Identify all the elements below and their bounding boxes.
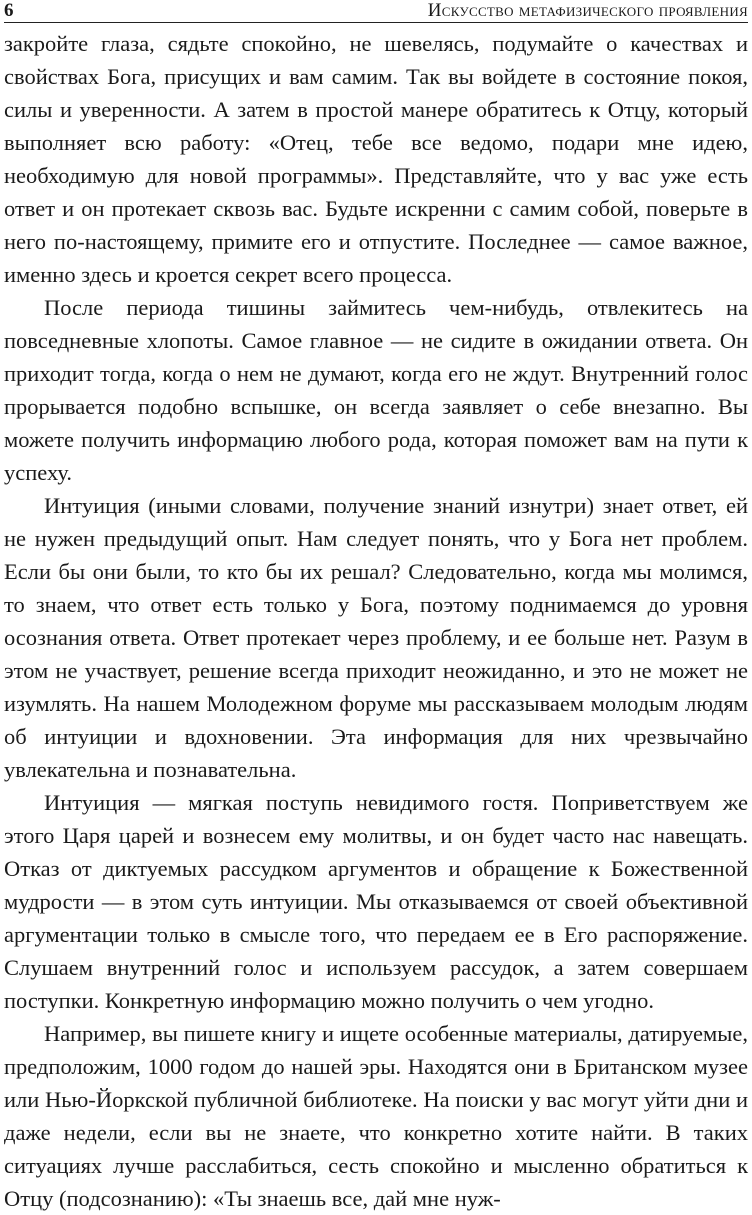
paragraph-1: закройте глаза, сядьте спокойно, не шевелясь, подумайте о качествах и свойствах Бога, присущих и вам самим. Так вы войдете в состояние покоя, силы и уверенности. А затем в простой манере обратитесь к Отцу, который выполняет всю работу: «Отец, тебе все ведомо, подари мне идею, необходимую для новой программы». Представляйте, что у вас уже есть ответ и он протекает сквозь вас. Будьте искренни с самим собой, поверьте в него по-настоящему, примите его и отпустите. Последнее — самое важное, именно здесь и кроется секрет всего процесса. bbox=[4, 31, 748, 287]
page-number: 6 bbox=[4, 0, 14, 21]
running-head bbox=[4, 0, 748, 22]
running-title: Искусство метафизического проявления bbox=[427, 0, 748, 21]
paragraph-3: Интуиция (иными словами, получение знаний изнутри) знает ответ, ей не нужен предыдущий опыт. Нам следует понять, что у Бога нет проблем. Если бы они были, то кто бы их решал? Следовательно, когда мы молимся, то знаем, что ответ есть только у Бога, поэтому поднимаемся до уровня осознания ответа. Ответ протекает через проблему, и ее больше нет. Разум в этом не участвует, решение всегда приходит неожиданно, и это не может не изумлять. На нашем Молодежном форуме мы рассказываем молодым людям об интуиции и вдохновении. Эта информация для них чрезвычайно увлекательна и познавательна. bbox=[4, 493, 748, 782]
paragraph-2: После периода тишины займитесь чем-нибудь, отвлекитесь на повседневные хлопоты. Самое главное — не сидите в ожидании ответа. Он приходит тогда, когда о нем не думают, когда его не ждут. Внутренний голос прорывается подобно вспышке, он всегда заявляет о себе внезапно. Вы можете получить информацию любого рода, которая поможет вам на пути к успеху. bbox=[4, 295, 748, 485]
body-text bbox=[4, 27, 748, 1215]
paragraph-5: Например, вы пишете книгу и ищете особенные материалы, датируемые, предположим, 1000 годом до нашей эры. Находятся они в Британском музее или Нью-Йоркской публичной библиотеке. На поиски у вас могут уйти дни и даже недели, если вы не знаете, что конкретно хотите найти. В таких ситуациях лучше расслабиться, сесть спокойно и мысленно обратиться к Отцу (подсознанию): «Ты знаешь все, дай мне нуж- bbox=[4, 1021, 748, 1211]
header-rule bbox=[4, 22, 748, 23]
paragraph-4: Интуиция — мягкая поступь невидимого гостя. Поприветствуем же этого Царя царей и вознесем ему молитвы, и он будет часто нас навещать. Отказ от диктуемых рассудком аргументов и обращение к Божественной мудрости — в этом суть интуиции. Мы отказываемся от своей объективной аргументации только в смысле того, что передаем ее в Его распоряжение. Слушаем внутренний голос и используем рассудок, а затем совершаем поступки. Конкретную информацию можно получить о чем угодно. bbox=[4, 790, 748, 1013]
